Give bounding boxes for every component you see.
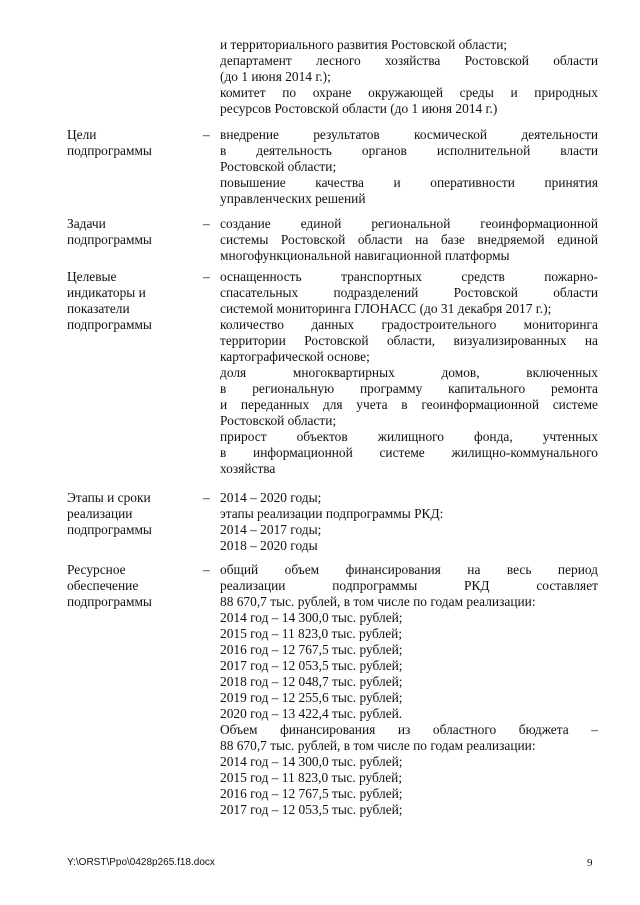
text-line: территории Ростовской области, визуализированных на: [220, 333, 598, 348]
text-line: внедрение результатов космической деятельности: [220, 127, 598, 142]
section-label: [67, 269, 197, 333]
text-line: 2014 год – 14 300,0 тыс. рублей;: [220, 754, 403, 769]
section-label-line: подпрограммы: [67, 522, 152, 537]
text-line: в деятельность органов исполнительной власти: [220, 143, 598, 158]
text-line: многофункциональной навигационной платформы: [220, 248, 510, 263]
text-line: 2018 – 2020 годы: [220, 538, 318, 553]
text-line: 2016 год – 12 767,5 тыс. рублей;: [220, 786, 403, 801]
text-line: ресурсов Ростовской области (до 1 июня 2014 г.): [220, 101, 498, 116]
text-line: Объем финансирования из областного бюджета –: [220, 722, 598, 737]
text-line: и территориального развития Ростовской области;: [220, 37, 508, 52]
section-label-line: Цели: [67, 127, 97, 142]
text-line: комитет по охране окружающей среды и природных: [220, 85, 598, 100]
text-line: этапы реализации подпрограммы РКД:: [220, 506, 444, 521]
section-dash: –: [203, 216, 210, 231]
text-line: спасательных подразделений Ростовской области: [220, 285, 598, 300]
text-line: системы Ростовской области на базе внедряемой единой: [220, 232, 598, 247]
section-label-line: подпрограммы: [67, 232, 152, 247]
text-line: картографической основе;: [220, 349, 370, 364]
text-line: (до 1 июня 2014 г.);: [220, 69, 331, 84]
section-label-line: индикаторы и: [67, 285, 146, 300]
section-label-line: подпрограммы: [67, 317, 152, 332]
text-line: 88 670,7 тыс. рублей, в том числе по годам реализации:: [220, 594, 536, 609]
continuation-text: [220, 37, 598, 117]
section-content: [220, 562, 598, 818]
text-line: 2015 год – 11 823,0 тыс. рублей;: [220, 770, 403, 785]
section-label: [67, 562, 197, 610]
section-content: [220, 216, 598, 264]
section-content: [220, 490, 598, 554]
section-label-line: обеспечение: [67, 578, 139, 593]
text-line: системой мониторинга ГЛОНАСС (до 31 декабря 2017 г.);: [220, 301, 552, 316]
text-line: 2018 год – 12 048,7 тыс. рублей;: [220, 674, 403, 689]
text-line: 2020 год – 13 422,4 тыс. рублей.: [220, 706, 403, 721]
section-label-line: подпрограммы: [67, 143, 152, 158]
text-line: 2019 год – 12 255,6 тыс. рублей;: [220, 690, 403, 705]
text-line: в региональную программу капитального ремонта: [220, 381, 598, 396]
text-line: общий объем финансирования на весь период: [220, 562, 598, 577]
text-line: создание единой региональной геоинформационной: [220, 216, 598, 231]
text-line: доля многоквартирных домов, включенных: [220, 365, 598, 380]
section-label-line: Ресурсное: [67, 562, 126, 577]
section-label-line: Этапы и сроки: [67, 490, 151, 505]
section-label: [67, 127, 197, 159]
text-line: повышение качества и оперативности принятия: [220, 175, 598, 190]
text-line: 2014 – 2017 годы;: [220, 522, 322, 537]
section-label-line: реализации: [67, 506, 133, 521]
text-line: департамент лесного хозяйства Ростовской области: [220, 53, 598, 68]
section-label-line: подпрограммы: [67, 594, 152, 609]
footer-file-path: Y:\ORST\Ppo\0428p265.f18.docx: [67, 857, 215, 868]
text-line: Ростовской области;: [220, 159, 337, 174]
section-label-line: показатели: [67, 301, 130, 316]
text-line: 2014 – 2020 годы;: [220, 490, 322, 505]
text-line: прирост объектов жилищного фонда, учтенных: [220, 429, 598, 444]
text-line: Ростовской области;: [220, 413, 337, 428]
text-line: 2015 год – 11 823,0 тыс. рублей;: [220, 626, 403, 641]
text-line: 2014 год – 14 300,0 тыс. рублей;: [220, 610, 403, 625]
text-line: 88 670,7 тыс. рублей, в том числе по годам реализации:: [220, 738, 536, 753]
text-line: и переданных для учета в геоинформационной системе: [220, 397, 598, 412]
section-dash: –: [203, 562, 210, 577]
section-label-line: Целевые: [67, 269, 117, 284]
text-line: хозяйства: [220, 461, 276, 476]
section-content: [220, 127, 598, 207]
section-dash: –: [203, 127, 210, 142]
section-label-line: Задачи: [67, 216, 106, 231]
section-dash: –: [203, 269, 210, 284]
text-line: количество данных градостроительного мониторинга: [220, 317, 598, 332]
text-line: в информационной системе жилищно-коммунального: [220, 445, 598, 460]
text-line: 2016 год – 12 767,5 тыс. рублей;: [220, 642, 403, 657]
page-number: 9: [587, 857, 593, 869]
section-label: [67, 216, 197, 248]
section-content: [220, 269, 598, 477]
text-line: 2017 год – 12 053,5 тыс. рублей;: [220, 802, 403, 817]
text-line: управленческих решений: [220, 191, 366, 206]
section-label: [67, 490, 197, 538]
text-line: 2017 год – 12 053,5 тыс. рублей;: [220, 658, 403, 673]
section-dash: –: [203, 490, 210, 505]
text-line: оснащенность транспортных средств пожарно-: [220, 269, 598, 284]
text-line: реализации подпрограммы РКД составляет: [220, 578, 598, 593]
